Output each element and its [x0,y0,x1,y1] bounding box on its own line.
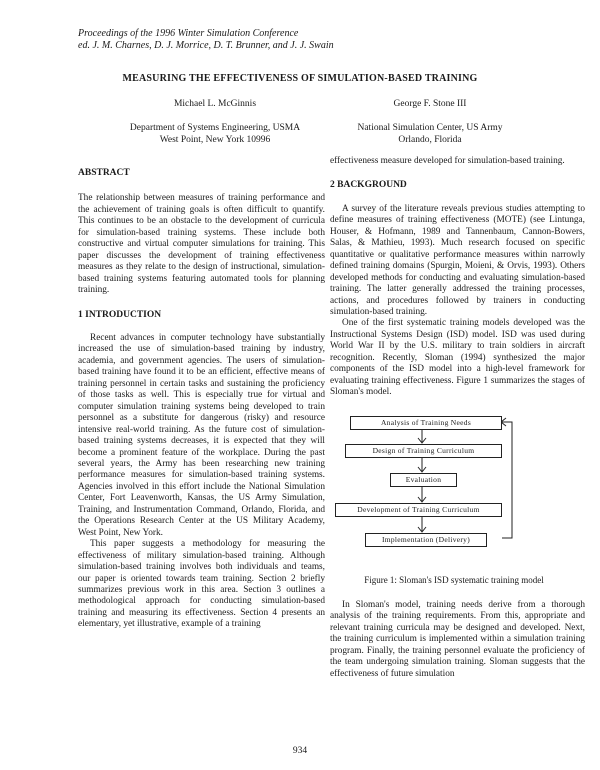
abstract-text: The relationship between measures of training performance and the achievement of training goals is often difficult to quantify. This continues to be an obstacle to the development of curricula for simulation-based training systems. These include both constructive and virtual computer simulations for training. This paper discusses the development of training effectiveness measures as they relate to the design of instructional, simulation-based training systems featuring automated tools for planning training. [78,193,325,296]
figure-arrows [330,412,530,582]
abstract-heading: ABSTRACT [78,168,130,178]
feedback-loop-line [502,422,512,538]
background-paragraph: One of the first systematic training models developed was the Instructional Systems Design (ISD) model. ISD was used during World War II by the U.S. military to train soldiers in aircraft recognition. Recently, Sloman (1994) synthesized the major components of the ISD model into a high-level framework for evaluating training effectiveness. Figure 1 summarizes the stages of Sloman's model. [330,318,585,398]
left-column [78,168,325,631]
figure-caption: Figure 1: Sloman's ISD systematic training model [364,575,544,585]
author-affiliation: Department of Systems Engineering, USMA [129,123,301,133]
introduction-paragraph: This paper suggests a methodology for measuring the effectiveness of military simulation-based training. Although simulation-based training involves both individuals and teams, our paper is oriented towards team training. Section 2 briefly summarizes previous work in this area. Section 3 outlines a methodological approach for conducting simulation-based training and measuring its effectiveness. Section 4 presents an elementary, yet illustrative, example of a training [78,539,325,630]
right-column-top [330,156,585,399]
proceedings-line-2: ed. J. M. Charnes, D. J. Morrice, D. T. Brunner, and J. J. Swain [78,40,334,51]
figure-stage-box: Analysis of Training Needs [350,416,502,430]
right-column-bottom [330,600,585,680]
figure-stage-box: Evaluation [390,473,457,487]
figure-stage-box: Design of Training Curriculum [345,444,502,458]
body-paragraph: In Sloman's model, training needs derive from a thorough analysis of the training requirements. From this, appropriate and relevant training curricula may be designed and developed. Next, the training curriculum is implemented within a simulation training program. Finally, the training personnel evaluate the proficiency of the team undergoing simulation training. Sloman suggests that the effectiveness of future simulation [330,600,585,679]
author-name: George F. Stone III [393,99,467,109]
background-paragraph: A survey of the literature reveals previous studies attempting to define measures of training effectiveness (MOTE) (see Lintunga, Houser, & Hofmann, 1989 and Tannenbaum, Cannon-Bowers, Salas, & Mathieu, 1993). Much research focused on specific quantitative or qualitative performance measures within narrowly defined training domains (Spurgin, Moieni, & Orvis, 1993). Others developed methods for conducting and evaluating simulation-based training. The latter generally addressed the training processes, actions, and procedures followed by trainers in conducting simulation-based training. [330,203,585,317]
introduction-paragraph: Recent advances in computer technology have substantially increased the use of simulation-based training by industry, academia, and government agencies. The users of simulation-based training have found it to be an efficient, effective means of training personnel in certain tasks and sustaining the proficiency of those tasks as well. This is especially true for virtual and computer simulation training systems being developed to train personnel as a substitute for dangerous (risky) and resource intensive real-world training. As the future cost of simulation-based training systems decreases, it is expected that they will become a prominent feature of the workplace. During the past several years, the Army has been researching new training performance measures for simulation-based training systems. Agencies involved in this effort include the National Simulation Center, Fort Leavenworth, Kansas, the US Army Simulation, Training, and Instrumentation Command, Orlando, Florida, and the Operations Research Center at the US Military Academy, West Point, New York. [78,332,325,538]
author-block-1 [115,98,315,146]
proceedings-line-1: Proceedings of the 1996 Winter Simulation Conference [78,28,299,39]
author-location: West Point, New York 10996 [159,135,271,145]
figure-stage-box: Development of Training Curriculum [335,503,502,517]
continued-paragraph: effectiveness measure developed for simulation-based training. [330,156,565,166]
figure-1-diagram [330,412,530,582]
author-name: Michael L. McGinnis [173,99,257,109]
figure-stage-box: Implementation (Delivery) [365,533,487,547]
author-affiliation: National Simulation Center, US Army [357,123,503,133]
background-heading: 2 BACKGROUND [330,180,407,191]
introduction-heading: 1 INTRODUCTION [78,309,162,320]
proceedings-header [78,28,334,52]
page-number: 934 [292,746,308,756]
paper-title: MEASURING THE EFFECTIVENESS OF SIMULATION-BASED TRAINING [122,73,478,84]
author-location: Orlando, Florida [398,135,462,145]
author-block-2 [330,98,530,146]
